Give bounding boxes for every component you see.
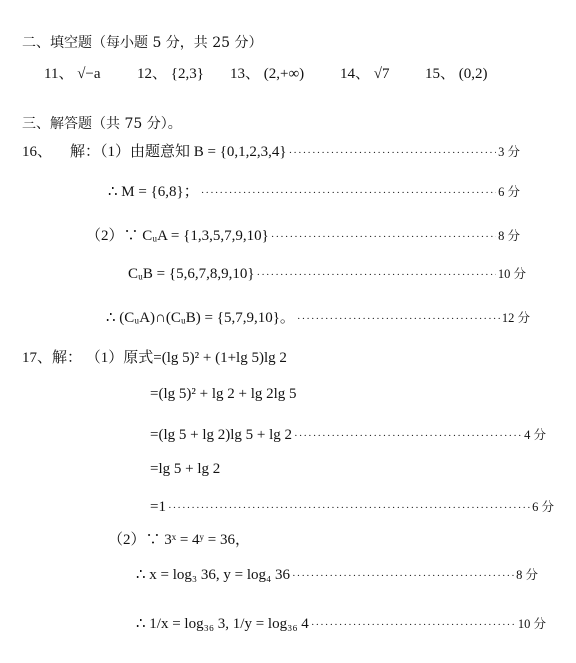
q16-line-5-points: 12 分 (501, 311, 530, 325)
q17-line-1-text: （1）原式=(lg 5)² + (1+lg 5)lg 2 (85, 350, 287, 366)
q16-line-5 (106, 306, 530, 327)
q16-line-4-points: 10 分 (497, 267, 526, 281)
q16-line-2 (108, 180, 520, 201)
section3-title: 三、解答题（共 75 分）。 (22, 116, 182, 132)
q16-line-3-points: 8 分 (498, 229, 520, 243)
answer-14-num: 14、 (340, 66, 371, 82)
q17-line-4: =lg 5 + lg 2 (150, 461, 221, 477)
leader-dots (271, 231, 496, 243)
answer-15-text: (0,2) (458, 66, 488, 82)
leader-dots (292, 570, 514, 582)
leader-dots (297, 313, 500, 325)
q17-line-6: （2）∵ 3ˣ = 4ʸ = 36， (108, 532, 250, 548)
answer-14-text: √7 (373, 66, 390, 82)
q17-line-5-points: 6 分 (532, 500, 554, 514)
answer-15 (425, 62, 488, 83)
answer-13-num: 13、 (230, 66, 261, 82)
q17-line-7-points: 8 分 (516, 568, 538, 582)
q17-line-3-points: 4 分 (524, 428, 546, 442)
q17-line-3-text: =(lg 5 + lg 2)lg 5 + lg 2 (150, 427, 293, 443)
q16-line-1 (22, 140, 520, 161)
answer-12-text: {2,3} (170, 66, 204, 82)
answer-11-text: √−a (77, 66, 101, 82)
q17-line-5 (150, 497, 554, 516)
q17-line-7 (136, 565, 538, 584)
q17-line-3 (150, 425, 546, 444)
q16-line-4 (128, 264, 526, 283)
q17-line-8 (136, 614, 546, 633)
q16-line-4-text: CᵤB = {5,6,7,8,9,10} (128, 266, 255, 282)
leader-dots (294, 430, 522, 442)
answer-14 (340, 62, 390, 83)
leader-dots (289, 147, 496, 159)
answer-11-num: 11、 (44, 66, 74, 82)
answer-13 (230, 62, 304, 83)
answer-15-num: 15、 (425, 66, 456, 82)
q17-number: 17、解： (22, 350, 83, 366)
q16-line-3-text: （2）∵ CᵤA = {1,3,5,7,9,10} (86, 228, 269, 244)
leader-dots (311, 619, 516, 631)
q16-line-5-text: ∴ (CᵤA)∩(CᵤB) = {5,7,9,10}。 (106, 310, 295, 326)
q16-number: 16、 (22, 144, 53, 160)
q17-line-8-text: ∴ 1/x = log₃₆ 3, 1/y = log₃₆ 4 (136, 616, 309, 632)
q17-line-5-text: =1 (150, 499, 166, 515)
q17-line-1 (22, 346, 287, 367)
leader-dots (201, 187, 496, 199)
leader-dots (168, 502, 530, 514)
q16-line-2-text: ∴ M = {6,8}； (108, 184, 199, 200)
q16-line-1-text: 解：（1）由题意知 B = {0,1,2,3,4} (70, 144, 287, 160)
q17-line-8-points: 10 分 (517, 617, 546, 631)
q16-line-2-points: 6 分 (498, 185, 520, 199)
answer-13-text: (2,+∞) (263, 66, 305, 82)
section2-title: 二、填空题（每小题 5 分，共 25 分） (22, 35, 263, 51)
q16-line-1-points: 3 分 (498, 145, 520, 159)
leader-dots (257, 269, 496, 281)
answer-11 (44, 62, 101, 83)
q17-line-2: =(lg 5)² + lg 2 + lg 2lg 5 (150, 386, 297, 402)
q16-line-3 (86, 224, 520, 245)
answer-12-num: 12、 (137, 66, 168, 82)
answer-12 (137, 62, 204, 83)
q17-line-7-text: ∴ x = log₃ 36, y = log₄ 36 (136, 567, 291, 583)
